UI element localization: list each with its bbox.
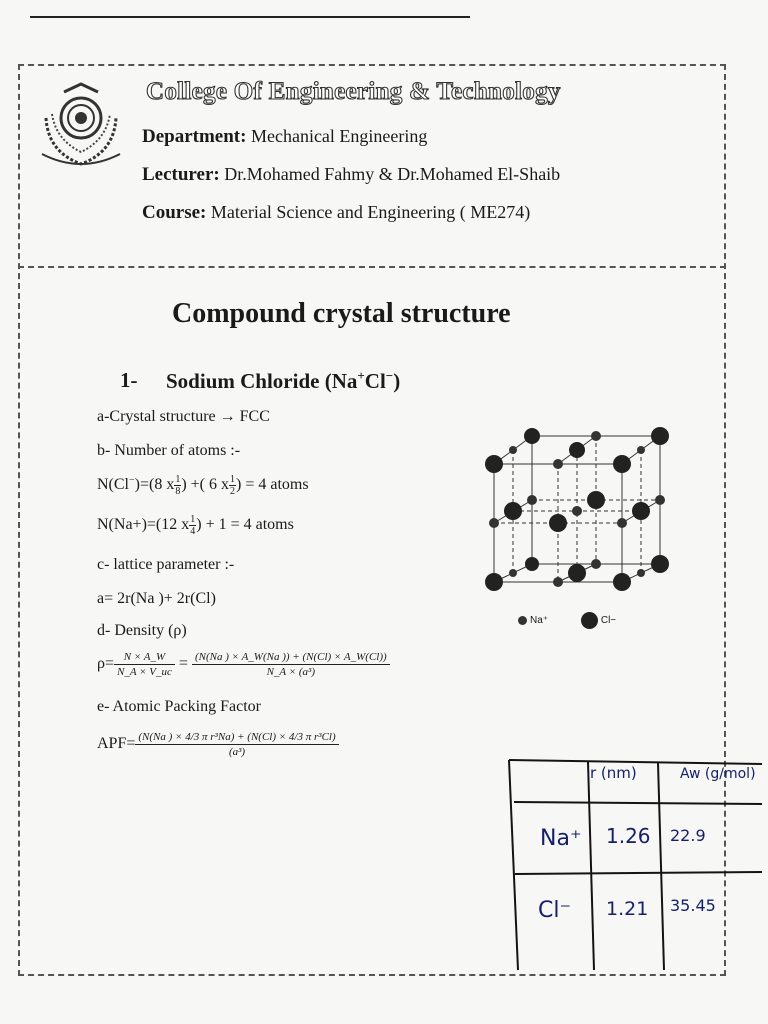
fraction <box>229 474 236 497</box>
na-dot-icon <box>518 616 527 625</box>
course-value: Material Science and Engineering ( ME274) <box>210 202 531 222</box>
equation-lattice-parameter: a= 2r(Na )+ 2r(Cl) <box>97 590 216 607</box>
eq-text: N(Na+)=(12 x <box>97 516 190 534</box>
course-label: Course: <box>142 202 207 223</box>
numerator: 1 <box>175 474 181 485</box>
lecturer-label: Lecturer: <box>142 164 220 185</box>
item-lattice-parameter: c- lattice parameter :- <box>97 556 235 573</box>
table-header-r: r (nm) <box>590 764 637 782</box>
section-title-part: Cl <box>364 369 386 393</box>
eq-text: )=(8 x <box>134 476 175 494</box>
section-number: 1- <box>120 368 138 392</box>
handwritten-table-grid <box>506 758 764 972</box>
section-title-part: Sodium Chloride (Na <box>166 369 358 393</box>
item-apf: e- Atomic Packing Factor <box>97 698 261 715</box>
denominator: N_A × (a³) <box>266 666 315 678</box>
eq-sup: − <box>129 474 135 486</box>
item-number-of-atoms: b- Number of atoms :- <box>97 442 241 459</box>
department-line <box>142 126 427 148</box>
cl-dot-icon <box>581 612 598 629</box>
table-row-cl-r: 1.21 <box>606 898 649 920</box>
numerator: N × A_W <box>114 650 175 665</box>
item-density: d- Density (ρ) <box>97 622 187 639</box>
table-row-na-ion: Na⁺ <box>540 826 582 851</box>
fraction <box>135 730 338 759</box>
section-title <box>166 368 400 394</box>
legend-cl-label: Cl− <box>600 615 617 627</box>
denominator: 8 <box>175 486 181 497</box>
numerator: 1 <box>230 474 236 485</box>
equation-n-na <box>97 514 294 537</box>
nacl-lattice-illustration <box>482 418 672 608</box>
numerator: 1 <box>190 514 196 525</box>
table-row-cl-ion: Cl⁻ <box>538 898 572 923</box>
denominator: 2 <box>230 486 236 497</box>
eq-text: ρ= <box>97 655 115 673</box>
table-row-na-r: 1.26 <box>606 824 651 848</box>
header-divider <box>18 266 726 268</box>
equation-density <box>97 650 390 679</box>
lecturer-value: Dr.Mohamed Fahmy & Dr.Mohamed El-Shaib <box>224 164 561 184</box>
denominator: N_A × V_uc <box>117 666 172 678</box>
item-crystal-structure: a-Crystal structure → FCC <box>97 408 270 425</box>
section-title-part: ) <box>393 369 401 393</box>
denominator: (a³) <box>228 746 246 758</box>
denominator: 4 <box>190 526 196 537</box>
department-label: Department: <box>142 126 247 147</box>
table-header-aw: Aw (g/mol) <box>680 766 756 782</box>
college-name: College Of Engineering & Technology <box>146 78 561 105</box>
page-title: Compound crystal structure <box>172 298 511 329</box>
equation-apf <box>97 730 339 759</box>
eq-text: ) +( 6 x <box>181 476 230 494</box>
eq-text: N(Cl <box>97 476 129 494</box>
table-row-na-aw: 22.9 <box>670 826 706 845</box>
numerator: (N(Na ) × 4/3 π r³Na) + (N(Cl) × 4/3 π r³Cl) <box>135 730 338 745</box>
lattice-legend <box>518 612 616 629</box>
table-row-cl-aw: 35.45 <box>670 896 716 915</box>
numerator: (N(Na ) × A_W(Na )) + (N(Cl) × A_W(Cl)) <box>192 650 390 665</box>
lecturer-line <box>142 164 560 186</box>
university-seal-icon <box>34 78 128 172</box>
fraction <box>114 650 175 679</box>
fraction <box>192 650 390 679</box>
eq-text: = <box>178 655 188 673</box>
department-value: Mechanical Engineering <box>250 126 428 146</box>
top-rule <box>30 16 470 18</box>
equation-n-cl <box>97 474 309 497</box>
section-title-sup: + <box>357 368 365 383</box>
legend-na-label: Na⁺ <box>530 615 549 627</box>
eq-text: APF= <box>97 735 136 753</box>
section-title-sup: − <box>385 368 394 383</box>
eq-text: ) = 4 atoms <box>236 476 309 494</box>
course-line <box>142 202 530 224</box>
eq-text: ) + 1 = 4 atoms <box>196 516 294 534</box>
